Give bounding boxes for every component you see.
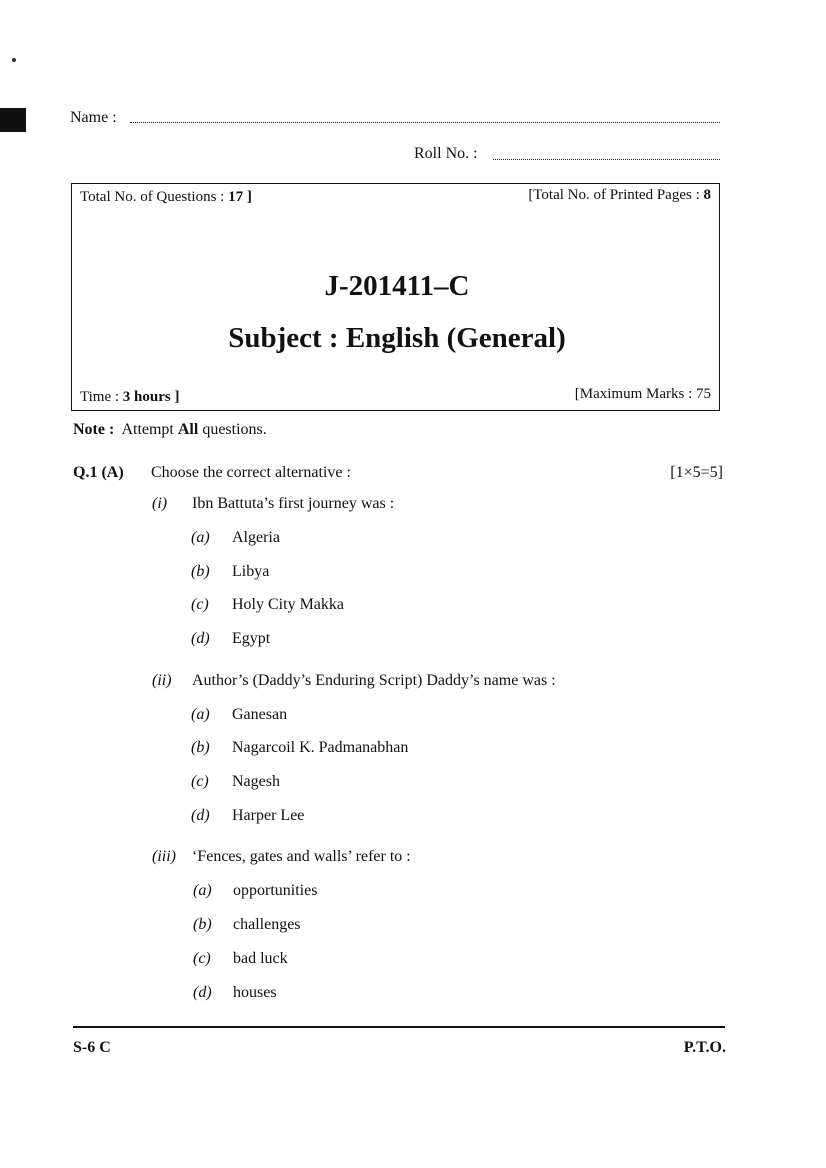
subject-title: Subject : English (General): [228, 322, 566, 354]
option-text: Egypt: [232, 630, 271, 647]
option-letter-text: (a): [191, 529, 210, 546]
option-letter-text: (b): [191, 563, 210, 580]
option-letter: [193, 916, 212, 934]
option-text: Libya: [232, 563, 270, 580]
time-label: Time :: [80, 389, 120, 405]
note-label: Note :: [73, 421, 115, 438]
subquestion-number: (ii): [152, 672, 172, 689]
option-letter-text: (b): [191, 739, 210, 756]
option-text: Ganesan: [232, 706, 288, 723]
option-letter-text: (c): [191, 773, 209, 790]
option-text: challenges: [233, 916, 301, 933]
time-value: 3 hours ]: [122, 389, 180, 405]
option-letter: [191, 596, 209, 614]
total-questions-value: 17 ]: [228, 189, 252, 205]
roll-no-field[interactable]: [493, 143, 720, 160]
subquestion-text: Author’s (Daddy’s Enduring Script) Daddy’s name was :: [192, 672, 556, 689]
printed-pages: [528, 187, 711, 204]
option-letter-text: (d): [191, 630, 210, 647]
maximum-marks: [Maximum Marks : 75: [574, 386, 711, 402]
option-letter-text: (d): [191, 807, 210, 824]
option-letter: [191, 773, 209, 791]
option-letter: [191, 739, 210, 757]
subquestion-text: ‘Fences, gates and walls’ refer to :: [192, 848, 411, 865]
option-letter: [191, 529, 210, 547]
name-label: Name :: [70, 109, 117, 126]
option-text: Holy City Makka: [232, 596, 344, 613]
option-letter-text: (b): [193, 916, 212, 933]
option-letter: [191, 563, 210, 581]
question-marks: [1×5=5]: [670, 464, 723, 481]
note-emphasis: All: [177, 421, 199, 438]
note-text: questions.: [202, 421, 267, 438]
option-text: Algeria: [232, 529, 280, 546]
option-text: Harper Lee: [232, 807, 305, 824]
option-letter: [193, 882, 212, 900]
footer-pto: P.T.O.: [683, 1039, 726, 1056]
option-letter-text: (c): [193, 950, 211, 967]
question-instruction: Choose the correct alternative :: [151, 464, 351, 481]
footer-code: S-6 C: [73, 1039, 111, 1056]
option-text: opportunities: [233, 882, 318, 899]
option-letter: [191, 630, 210, 648]
option-letter-text: (a): [193, 882, 212, 899]
time-allowed: [80, 389, 179, 406]
option-letter: [191, 807, 210, 825]
option-letter: [193, 984, 212, 1002]
total-questions-label: Total No. of Questions :: [80, 189, 225, 205]
question-number: Q.1 (A): [73, 464, 124, 481]
total-questions: [80, 189, 252, 206]
option-text: Nagesh: [232, 773, 280, 790]
option-letter-text: (c): [191, 596, 209, 613]
name-field[interactable]: [130, 106, 720, 123]
paper-code: J-201411–C: [324, 270, 470, 302]
subquestion-number: (i): [152, 495, 168, 512]
option-letter: [191, 706, 210, 724]
option-letter-text: (a): [191, 706, 210, 723]
scan-speck: [12, 58, 16, 62]
roll-no-label: Roll No. :: [414, 145, 478, 162]
note-emphasis-prefix: Attempt: [121, 421, 174, 438]
subquestion-text: Ibn Battuta’s first journey was :: [192, 495, 395, 512]
option-text: Nagarcoil K. Padmanabhan: [232, 739, 409, 756]
footer-rule: [73, 1026, 725, 1028]
option-text: bad luck: [233, 950, 288, 967]
scan-edge-mark: [0, 108, 26, 132]
printed-pages-label: [Total No. of Printed Pages :: [528, 187, 700, 203]
option-text: houses: [233, 984, 277, 1001]
note: [73, 421, 267, 439]
printed-pages-value: 8: [703, 187, 711, 203]
subquestion-number: (iii): [152, 848, 176, 865]
option-letter-text: (d): [193, 984, 212, 1001]
option-letter: [193, 950, 211, 968]
